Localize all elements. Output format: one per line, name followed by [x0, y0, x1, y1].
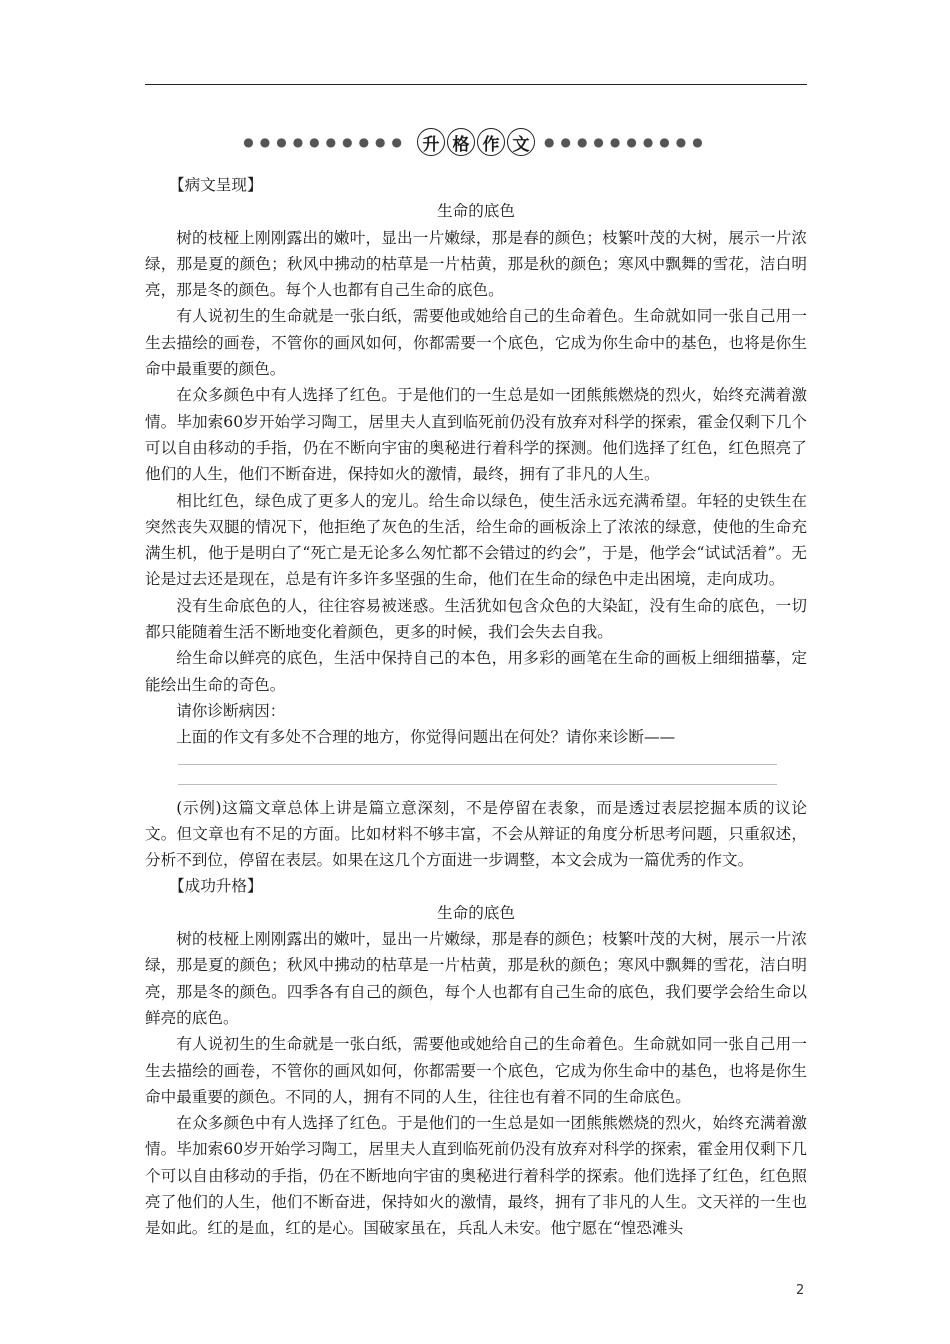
page-number: 2	[796, 1283, 805, 1298]
section-heading-improved: 【成功升格】	[169, 877, 263, 896]
prompt-question: 上面的作文有多处不合理的地方，你觉得问题出在何处？请你来诊断——	[176, 728, 676, 747]
example-answer: (示例)这篇文章总体上讲是篇立意深刻，不是停留在表象，而是透过表层挖掘本质的议论文。但文章也有不足的方面。比如材料不够丰富，不会从辩证的角度分析思考问题，只重叙述，分析不到位，停留在表层。如果在这几个方面进一步调整，本文会成为一篇优秀的作文。	[145, 798, 807, 870]
top-rule	[145, 84, 807, 85]
banner-char: 升	[417, 128, 445, 156]
answer-line	[178, 764, 777, 765]
prompt-label: 请你诊断病因：	[176, 701, 286, 720]
paragraph: 给生命以鲜亮的底色，生活中保持自己的本色，用多彩的画笔在生命的画板上细细描摹，定能绘出生命的奇色。	[145, 649, 807, 694]
banner-char: 格	[447, 128, 475, 156]
answer-line	[178, 784, 777, 785]
banner-char: 作	[477, 128, 505, 156]
document-body	[145, 172, 807, 1242]
paragraph: 有人说初生的生命就是一张白纸，需要他或她给自己的生命着色。生命就如同一张自己用一生去描绘的画卷，不管你的画风如何，你都需要一个底色，它成为你生命中的基色，也将是你生命中最重要的颜色。	[145, 307, 807, 379]
banner-dots-left: ●●●●●●●●●●	[243, 135, 408, 149]
banner-title	[416, 128, 536, 156]
section-heading-flawed: 【病文呈现】	[169, 176, 263, 194]
banner-dots-right: ●●●●●●●●●●	[544, 135, 709, 149]
section-banner	[145, 124, 807, 160]
banner-char: 文	[507, 128, 535, 156]
paragraph: 在众多颜色中有人选择了红色。于是他们的一生总是如一团熊熊燃烧的烈火，始终充满着激情。毕加索60岁开始学习陶工，居里夫人直到临死前仍没有放弃对科学的探索，霍金用仅剩下几个可以自由移动的手指，仍在不断地向宇宙的奥秘进行着科学的探索。他们选择了红色，红色照亮了他们的人生，他们不断奋进，保持如火的激情，最终，拥有了非凡的人生。文天祥的一生也是如此。红的是血，红的是心。国破家虽在，兵乱人未安。他宁愿在“惶恐滩头	[145, 1114, 807, 1238]
paragraph: 有人说初生的生命就是一张白纸，需要他或她给自己的生命着色。生命就如同一张自己用一生去描绘的画卷，不管你的画风如何，你都需要一个底色，它成为你生命中的基色，也将是你生命中最重要的颜色。不同的人，拥有不同的人生，往往也有着不同的生命底色。	[145, 1035, 807, 1106]
paragraph: 在众多颜色中有人选择了红色。于是他们的一生总是如一团熊熊燃烧的烈火，始终充满着激情。毕加索60岁开始学习陶工，居里夫人直到临死前仍没有放弃对科学的探索，霍金仅剩下几个可以自由移动的手指，仍在不断向宇宙的奥秘进行着科学的探测。他们选择了红色，红色照亮了他们的人生，他们不断奋进，保持如火的激情，最终，拥有了非凡的人生。	[145, 386, 807, 484]
essay-title: 生命的底色	[437, 903, 515, 922]
paragraph: 没有生命底色的人，往往容易被迷惑。生活犹如包含众色的大染缸，没有生命的底色，一切都只能随着生活不断地变化着颜色，更多的时候，我们会失去自我。	[145, 596, 807, 642]
essay-title: 生命的底色	[437, 202, 515, 221]
paragraph: 相比红色，绿色成了更多人的宠儿。给生命以绿色，使生活永远充满希望。年轻的史铁生在突然丧失双腿的情况下，他拒绝了灰色的生活，给生命的画板涂上了浓浓的绿意，使他的生命充满生机，他于是明白了“死亡是无论多么匆忙都不会错过的约会”，于是，他学会“试试活着”。无论是过去还是现在，总是有许多许多坚强的生命，他们在生命的绿色中走出困境，走向成功。	[145, 491, 807, 589]
paragraph: 树的枝桠上刚刚露出的嫩叶，显出一片嫩绿，那是春的颜色；枝繁叶茂的大树，展示一片浓绿，那是夏的颜色；秋风中拂动的枯草是一片枯黄，那是秋的颜色；寒风中飘舞的雪花，洁白明亮，那是冬的颜色。每个人也都有自己生命的底色。	[145, 228, 807, 300]
paragraph: 树的枝桠上刚刚露出的嫩叶，显出一片嫩绿，那是春的颜色；枝繁叶茂的大树，展示一片浓绿，那是夏的颜色；秋风中拂动的枯草是一片枯黄，那是秋的颜色；寒风中飘舞的雪花，洁白明亮，那是冬的颜色。四季各有自己的颜色，每个人也都有自己生命的底色，我们要学会给生命以鲜亮的底色。	[145, 930, 807, 1027]
